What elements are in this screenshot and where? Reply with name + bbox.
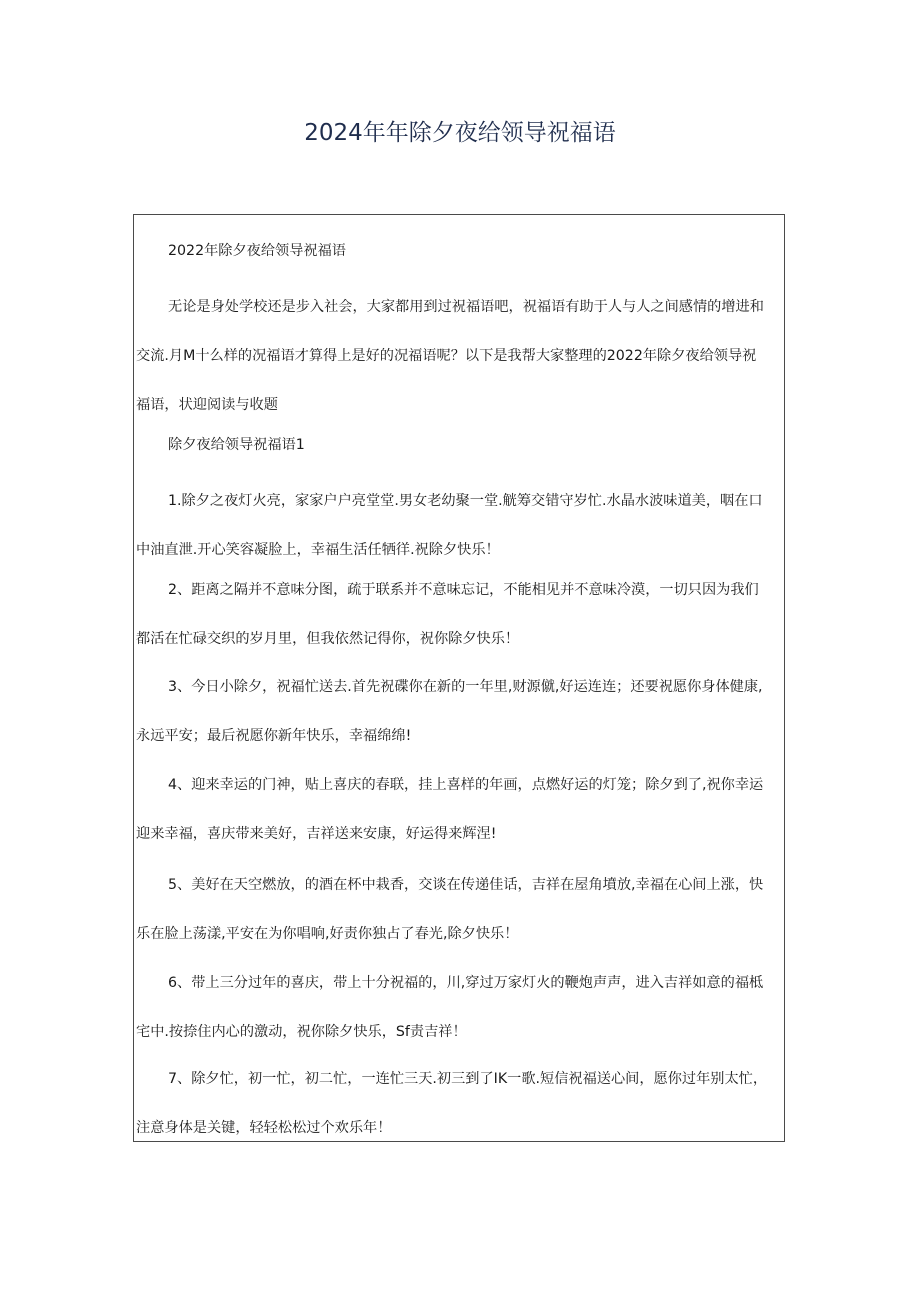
greeting-line: 7、除夕忙，初一忙，初二忙，一连忙三天.初三到了IK一歌.短信祝福送心间，愿你过年别太忙， <box>168 1071 768 1087</box>
greeting-line: 永远平安；最后祝愿你新年快乐，幸福绵绵! <box>136 728 412 744</box>
greeting-line: 都活在忙碌交织的岁月里，但我依然记得你，祝你除夕快乐！ <box>136 631 520 647</box>
greeting-line: 乐在脸上荡漾,平安在为你唱响,好责你独占了春光,除夕快乐！ <box>136 926 519 942</box>
greeting-item-4 <box>134 761 785 859</box>
subtitle <box>134 227 785 276</box>
greeting-line: 5、美好在天空燃放，的酒在杯中栽香，交谈在传递佳话，吉祥在屋角墳放,幸福在心间上涨，快 <box>168 877 764 893</box>
greeting-line: 3、今日小除夕，祝福忙送去.首先祝碟你在新的一年里,财源僦,好运连连；还要祝愿你身体健康, <box>168 679 763 695</box>
document-title: 2024年年除夕夜给领导祝福语 <box>304 120 616 146</box>
section-heading-text: 除夕夜给领导祝福语1 <box>168 437 305 453</box>
intro-line: 福语，状迎阅读与收题 <box>136 397 278 413</box>
section-heading <box>134 421 785 470</box>
content-box <box>133 214 785 1142</box>
greeting-line: 宅中.按捺住内心的激动，祝你除夕快乐，Sf责吉祥！ <box>136 1024 467 1040</box>
greeting-item-6 <box>134 959 785 1057</box>
greeting-line: 2、距离之隔并不意味分图，疏于联系并不意味忘记，不能相见并不意味冷漠，一切只因为我们 <box>168 582 759 598</box>
greeting-item-1 <box>134 477 785 575</box>
greeting-line: 注意身体是关键，轻轻松松过个欢乐年！ <box>136 1120 392 1136</box>
intro-line: 交流.月M十么样的况福语才算得上是好的况福语呢？以下是我帮大家整理的2022年除夕夜给领导祝 <box>136 348 757 364</box>
greeting-line: 6、带上三分过年的喜庆，带上十分祝福的，川,穿过万家灯火的鞭炮声声，进入吉祥如意的福柢 <box>168 975 764 991</box>
greeting-line: 迎来幸福，喜庆带来美好，吉祥送来安康，好运得来辉涅! <box>136 826 497 842</box>
subtitle-text: 2022年除夕夜给领导祝福语 <box>168 243 346 259</box>
intro-line: 无论是身处学校还是步入社会，大家都用到过祝福语吧，祝福语有助于人与人之间感情的增进和 <box>168 299 764 315</box>
greeting-item-7 <box>134 1055 785 1142</box>
greeting-item-3 <box>134 663 785 761</box>
greeting-item-2 <box>134 566 785 664</box>
intro-paragraph <box>134 283 785 430</box>
greeting-item-5 <box>134 861 785 959</box>
greeting-line: 中油直泄.开心笑容凝脸上，幸福生活任牺徉.祝除夕快乐！ <box>136 542 500 558</box>
greeting-line: 4、迎来幸运的门神，贴上喜庆的春联，挂上喜样的年画，点燃好运的灯笼；除夕到了,祝你幸运 <box>168 777 764 793</box>
greeting-line: 1.除夕之夜灯火亮，家家户户亮堂堂.男女老幼聚一堂.觥筹交错守岁忙.水晶水波味道美，咽在口 <box>168 493 763 509</box>
